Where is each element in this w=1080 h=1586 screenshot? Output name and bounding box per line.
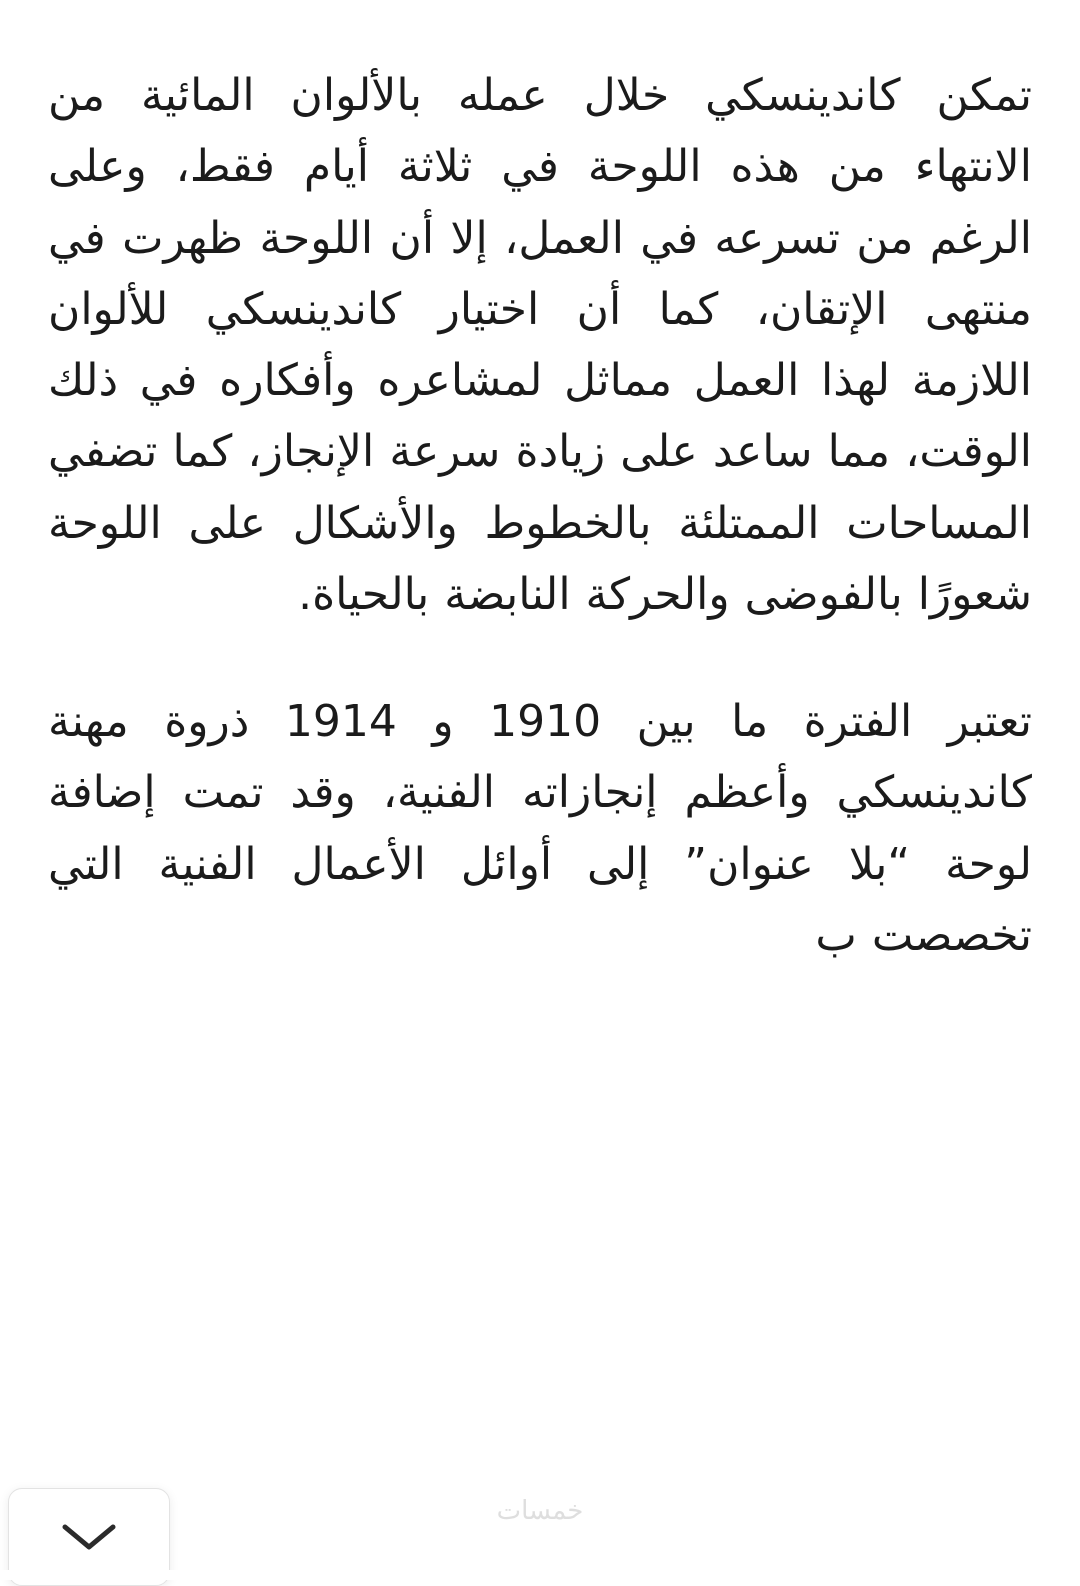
chevron-down-icon (57, 1519, 121, 1555)
scroll-down-button[interactable] (8, 1488, 170, 1586)
paragraph: تعتبر الفترة ما بين 1910 و 1914 ذروة مهنة كاندينسكي وأعظم إنجازاته الفنية، وقد تمت إضافة لوحة “بلا عنوان” إلى أوائل الأعمال الفنية التي تخصصت ب (48, 696, 1032, 961)
paragraph: تمكن كاندينسكي خلال عمله بالألوان المائية من الانتهاء من هذه اللوحة في ثلاثة أيام فقط، وعلى الرغم من تسرعه في العمل، إلا أن اللوحة ظهرت في منتهى الإتقان، كما أن اختيار كاندينسكي للألوان اللازمة لهذا العمل مماثل لمشاعره وأفكاره في ذلك الوقت، مما ساعد على زيادة سرعة الإنجاز، كما تضفي المساحات الممتلئة بالخطوط والأشكال على اللوحة شعورًا بالفوضى والحركة النابضة بالحياة. (48, 70, 1032, 620)
watermark: خمسات (496, 1496, 584, 1526)
